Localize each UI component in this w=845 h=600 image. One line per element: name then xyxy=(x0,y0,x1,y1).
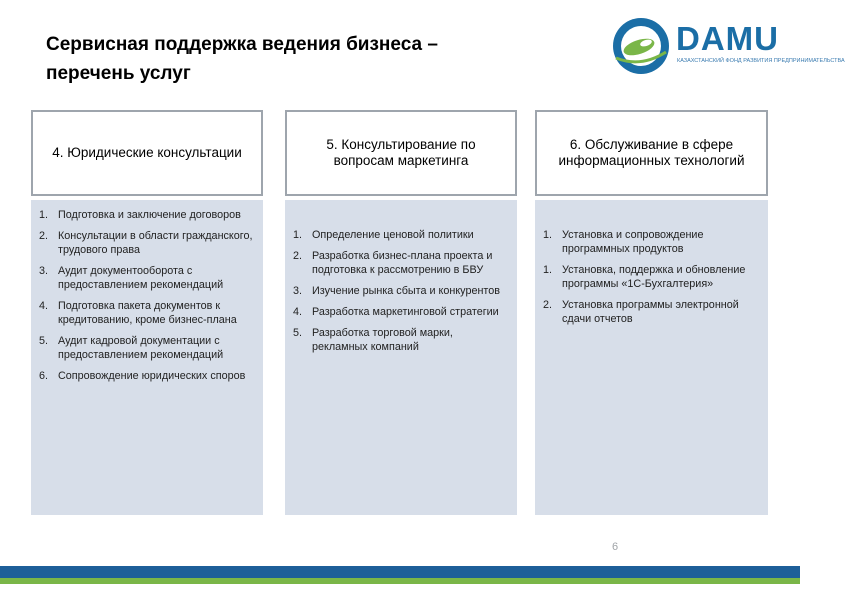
list-item-number: 5. xyxy=(39,335,49,347)
list-item-number: 6. xyxy=(39,370,49,382)
list-item-text: Установка программы электронной сдачи отчетов xyxy=(562,299,739,325)
service-list xyxy=(543,228,758,326)
list-item-number: 1. xyxy=(39,209,49,221)
list-item-number: 1. xyxy=(543,229,553,241)
list-item-number: 5. xyxy=(293,327,303,339)
service-list xyxy=(293,228,507,354)
list-item-number: 3. xyxy=(293,285,303,297)
service-list xyxy=(39,208,253,383)
slide-title xyxy=(46,30,566,88)
list-item-text: Разработка бизнес-плана проекта и подготовка к рассмотрению в БВУ xyxy=(312,250,493,276)
damu-logo-mark-icon xyxy=(610,16,672,76)
footer-bar-green xyxy=(0,578,800,584)
list-item-text: Консультации в области гражданского, трудового права xyxy=(58,230,253,256)
slide-title-line-2: перечень услуг xyxy=(46,63,191,84)
logo-wordmark: DAMU xyxy=(676,20,779,57)
list-item-text: Разработка маркетинговой стратегии xyxy=(312,306,499,318)
list-item-text: Установка и сопровождение программных продуктов xyxy=(562,229,704,255)
list-item xyxy=(543,228,758,256)
column-header-label: 4. Юридические консультации xyxy=(52,145,242,160)
page-number: 6 xyxy=(612,541,619,553)
list-item-number: 1. xyxy=(293,229,303,241)
list-item-text: Определение ценовой политики xyxy=(312,229,474,241)
list-item xyxy=(293,284,507,298)
column-header-label: 5. Консультирование по вопросам маркетинга xyxy=(326,137,476,168)
list-item-number: 2. xyxy=(543,299,553,311)
list-item xyxy=(39,229,253,257)
list-item-number: 2. xyxy=(39,230,49,242)
list-item-text: Сопровождение юридических споров xyxy=(58,370,246,382)
list-item-number: 3. xyxy=(39,265,49,277)
damu-logo xyxy=(610,16,845,76)
footer-bar-blue xyxy=(0,566,800,578)
list-item xyxy=(543,263,758,291)
column-body-marketing xyxy=(285,200,517,515)
list-item xyxy=(293,228,507,242)
list-item xyxy=(543,298,758,326)
list-item-text: Установка, поддержка и обновление программы «1С-Бухгалтерия» xyxy=(562,264,746,290)
list-item-number: 4. xyxy=(293,306,303,318)
column-body-it xyxy=(535,200,768,515)
list-item xyxy=(293,305,507,319)
list-item xyxy=(39,208,253,222)
list-item-number: 4. xyxy=(39,300,49,312)
list-item xyxy=(293,326,507,354)
column-header-it xyxy=(535,110,768,196)
slide-title-line-1: Сервисная поддержка ведения бизнеса – xyxy=(46,34,438,55)
list-item-number: 1. xyxy=(543,264,553,276)
column-header-legal xyxy=(31,110,263,196)
list-item-text: Аудит документооборота с предоставлением рекомендаций xyxy=(58,265,224,291)
list-item xyxy=(39,369,253,383)
column-header-label: 6. Обслуживание в сфере информационных технологий xyxy=(558,137,745,168)
list-item xyxy=(39,334,253,362)
list-item-text: Изучение рынка сбыта и конкурентов xyxy=(312,285,500,297)
list-item-text: Разработка торговой марки, рекламных компаний xyxy=(312,327,453,353)
column-header-marketing xyxy=(285,110,517,196)
list-item xyxy=(293,249,507,277)
list-item xyxy=(39,264,253,292)
list-item-number: 2. xyxy=(293,250,303,262)
list-item-text: Подготовка и заключение договоров xyxy=(58,209,241,221)
list-item xyxy=(39,299,253,327)
logo-tagline: КАЗАХСТАНСКИЙ ФОНД РАЗВИТИЯ ПРЕДПРИНИМАТЕЛЬСТВА xyxy=(677,58,845,64)
list-item-text: Подготовка пакета документов к кредитованию, кроме бизнес-плана xyxy=(58,300,237,326)
column-body-legal xyxy=(31,200,263,515)
list-item-text: Аудит кадровой документации с предоставлением рекомендаций xyxy=(58,335,224,361)
